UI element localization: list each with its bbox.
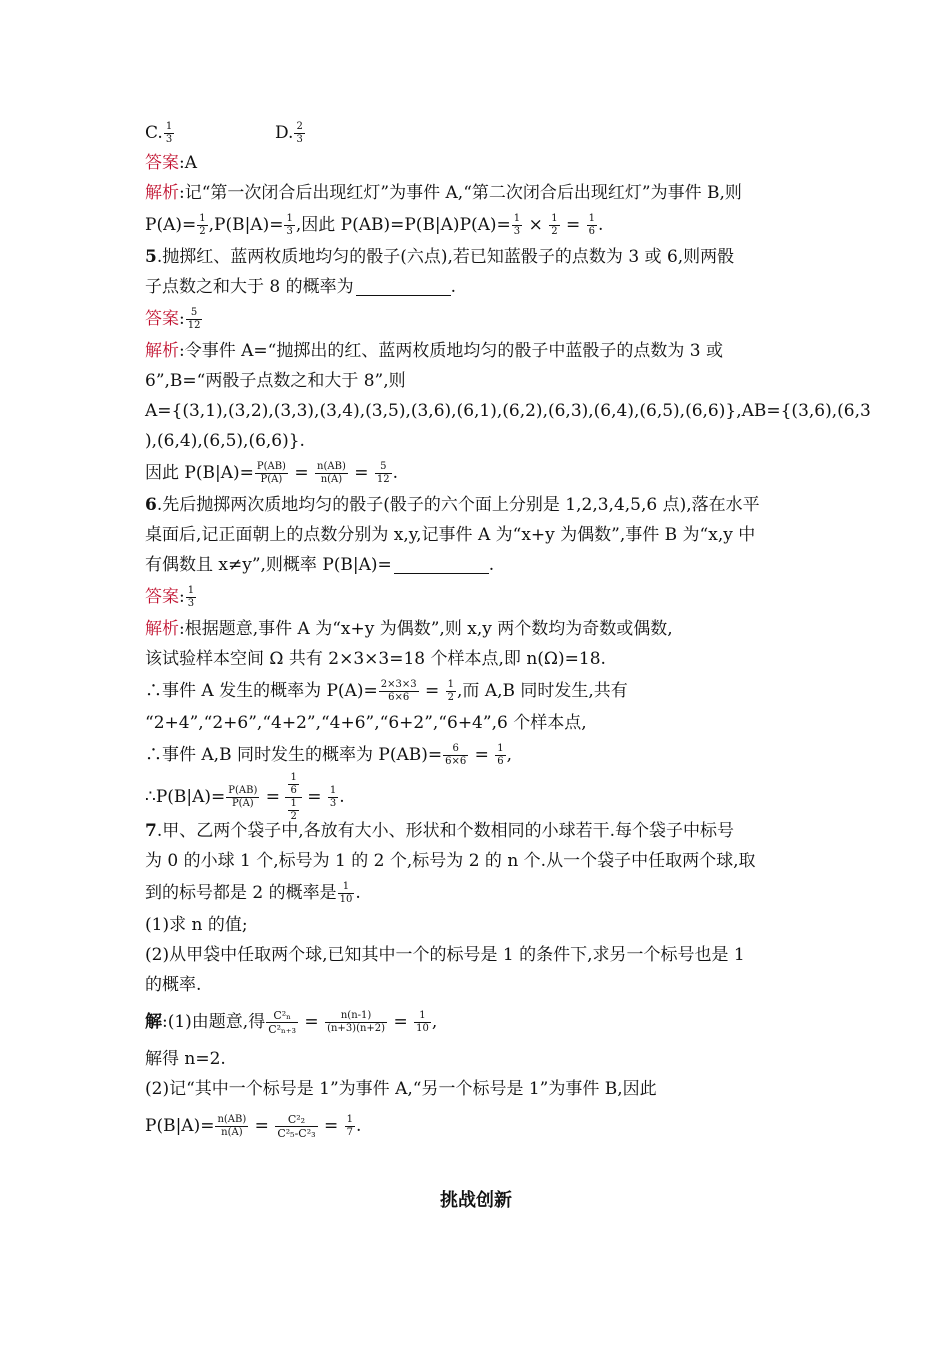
fraction: $\frac{1}{3}$ <box>513 213 521 237</box>
solution-label: 解析 <box>145 183 179 203</box>
option-d-fraction: $\frac{2}{3}$ <box>296 121 303 145</box>
fraction: $\frac{\text{C²ₙ}}{\text{C²ₙ₊₃}}$ <box>268 1009 297 1036</box>
fraction: $\frac{P(AB)}{P(A)}$ <box>256 461 286 485</box>
answer-label: 答案 <box>145 153 179 173</box>
fraction: $\frac{n(n-1)}{(n+3)(n+2)}$ <box>327 1010 386 1034</box>
question-7-line-4: (1)求 n 的值; <box>145 915 248 935</box>
question-6-line-2: 桌面后,记正面朝上的点数分别为 x,y,记事件 A 为“x+y 为偶数”,事件 B 为“x,y 中 <box>145 525 756 545</box>
solution-label: 解析 <box>145 619 179 639</box>
question-5-line-2: 子点数之和大于 8 的概率为 . <box>145 277 457 297</box>
fraction: $\frac{1}{7}$ <box>346 1114 353 1138</box>
fraction: $\frac{1}{10}$ <box>339 881 353 905</box>
option-d: D. $\frac{2}{3}$ <box>275 121 303 145</box>
fraction: $\frac{1}{3}$ <box>286 213 293 237</box>
answer-label: 答案 <box>145 587 179 607</box>
fraction: $\frac{2\times 3\times 3}{6\times 6}$ <box>380 679 417 703</box>
solution-6-line-1: 解析:根据题意,事件 A 为“x+y 为偶数”,则 x,y 两个数均为奇数或偶数, <box>145 619 673 639</box>
solution-label: 解 <box>145 1012 162 1032</box>
option-c: C. $\frac{1}{3}$ <box>145 121 173 145</box>
fraction: $\frac{1}{6}$ <box>497 743 504 767</box>
fraction: $\frac{6}{6\times 6}$ <box>445 743 467 767</box>
solution-6-line-6: ∴P(B|A)= $\frac{P(AB)}{P(A)}$ = $\frac{\frac{1}{6}}{\frac{1}{2}}$ = $\frac{1}{3}$ . <box>145 772 345 822</box>
question-7-line-2: 为 0 的小球 1 个,标号为 1 的 2 个,标号为 2 的 n 个.从一个袋子中任取两个球,取 <box>145 851 756 871</box>
fraction: $\frac{5}{12}$ <box>376 461 390 485</box>
fraction: $\frac{n(AB)}{n(A)}$ <box>317 461 346 485</box>
solution-4-line-2: P(A)= $\frac{1}{2}$ ,P(B|A)= $\frac{1}{3}$ ,因此 P(AB)=P(B|A)P(A)= $\frac{1}{3}$ × $\frac{1}{2}$ = $\frac{1}{6}$ . <box>145 213 604 237</box>
question-7-line-6: 的概率. <box>145 975 202 995</box>
solution-7-line-1: 解:(1)由题意,得 $\frac{\text{C²ₙ}}{\text{C²ₙ₊₃}}$ = $\frac{n(n-1)}{(n+3)(n+2)}$ = $\frac{1}{10}$ , <box>145 1009 438 1036</box>
answer-6: 答案: $\frac{1}{3}$ <box>145 585 195 609</box>
solution-5-line-5: 因此 P(B|A)= $\frac{P(AB)}{P(A)}$ = $\frac{n(AB)}{n(A)}$ = $\frac{5}{12}$ . <box>145 461 399 485</box>
question-6-line-3: 有偶数且 x≠y”,则概率 P(B|A)= . <box>145 555 495 575</box>
fraction: $\frac{1}{2}$ <box>199 213 206 237</box>
solution-7-line-2: 解得 n=2. <box>145 1049 226 1069</box>
solution-6-line-3: ∴事件 A 发生的概率为 P(A)= $\frac{2\times 3\times 3}{6\times 6}$ = $\frac{1}{2}$ ,而 A,B 同时发生,共有 <box>145 679 628 703</box>
solution-6-line-2: 该试验样本空间 Ω 共有 2×3×3=18 个样本点,即 n(Ω)=18. <box>145 649 606 669</box>
fraction: $\frac{1}{2}$ <box>551 213 558 237</box>
fraction: $\frac{1}{10}$ <box>416 1010 429 1034</box>
fraction: $\frac{1}{3}$ <box>329 785 337 809</box>
options-line <box>145 118 810 148</box>
fraction: $\frac{1}{6}$ <box>290 772 297 796</box>
fraction: $\frac{1}{2}$ <box>290 798 297 822</box>
solution-4-line-1: 解析:记“第一次闭合后出现红灯”为事件 A,“第二次闭合后出现红灯”为事件 B,则 <box>145 183 742 203</box>
question-7-line-5: (2)从甲袋中任取两个球,已知其中一个的标号是 1 的条件下,求另一个标号也是 1 <box>145 945 745 965</box>
answer-label: 答案 <box>145 309 179 329</box>
answer-blank[interactable] <box>356 275 451 296</box>
solution-6-line-5: ∴事件 A,B 同时发生的概率为 P(AB)= $\frac{6}{6\times 6}$ = $\frac{1}{6}$ , <box>145 743 513 767</box>
answer-blank[interactable] <box>394 553 489 574</box>
solution-5-line-4: ),(6,4),(6,5),(6,6)}. <box>145 431 305 451</box>
answer-5: 答案: $\frac{5}{12}$ <box>145 307 201 331</box>
question-7-line-3: 到的标号都是 2 的概率是 $\frac{1}{10}$ . <box>145 881 361 905</box>
solution-5-line-2: 6”,B=“两骰子点数之和大于 8”,则 <box>145 371 406 391</box>
question-number: 7 <box>145 821 157 841</box>
solution-6-line-4: “2+4”,“2+6”,“4+2”,“4+6”,“6+2”,“6+4”,6 个样本点, <box>145 713 587 733</box>
question-number: 5 <box>145 247 157 267</box>
answer-4: 答案:A <box>145 153 198 173</box>
question-7-line-1: 7.甲、乙两个袋子中,各放有大小、形状和个数相同的小球若干.每个袋子中标号 <box>145 821 735 841</box>
solution-7-line-3: (2)记“其中一个标号是 1”为事件 A,“另一个标号是 1”为事件 B,因此 <box>145 1079 657 1099</box>
fraction: $\frac{P(AB)}{P(A)}$ <box>228 785 258 809</box>
option-c-fraction: $\frac{1}{3}$ <box>165 121 173 145</box>
fraction: $\frac{n(AB)}{n(A)}$ <box>217 1114 247 1138</box>
solution-5-line-1: 解析:令事件 A=“抛掷出的红、蓝两枚质地均匀的骰子中蓝骰子的点数为 3 或 <box>145 341 723 361</box>
solution-5-line-3: A={(3,1),(3,2),(3,3),(3,4),(3,5),(3,6),(6,1),(6,2),(6,3),(6,4),(6,5),(6,6)},AB={(3,6),(6,3 <box>145 401 871 421</box>
fraction: $\frac{1}{3}$ <box>187 585 195 609</box>
fraction: $\frac{1}{6}$ <box>588 213 596 237</box>
fraction: $\frac{5}{12}$ <box>187 307 201 331</box>
fraction: $\frac{\text{C²₂}}{\text{C²₅-C²₃}}$ <box>277 1113 316 1140</box>
question-5-line-1: 5.抛掷红、蓝两枚质地均匀的骰子(六点),若已知蓝骰子的点数为 3 或 6,则两骰 <box>145 247 735 267</box>
fraction: $\frac{1}{2}$ <box>447 679 455 703</box>
question-number: 6 <box>145 495 157 515</box>
solution-label: 解析 <box>145 341 179 361</box>
page-content <box>145 118 871 1148</box>
solution-7-line-4: P(B|A)= $\frac{n(AB)}{n(A)}$ = $\frac{\text{C²₂}}{\text{C²₅-C²₃}}$ = $\frac{1}{7}$ . <box>145 1113 362 1140</box>
question-6-line-1: 6.先后抛掷两次质地均匀的骰子(骰子的六个面上分别是 1,2,3,4,5,6 点),落在水平 <box>145 495 760 515</box>
section-title: 挑战创新 <box>440 1190 512 1211</box>
